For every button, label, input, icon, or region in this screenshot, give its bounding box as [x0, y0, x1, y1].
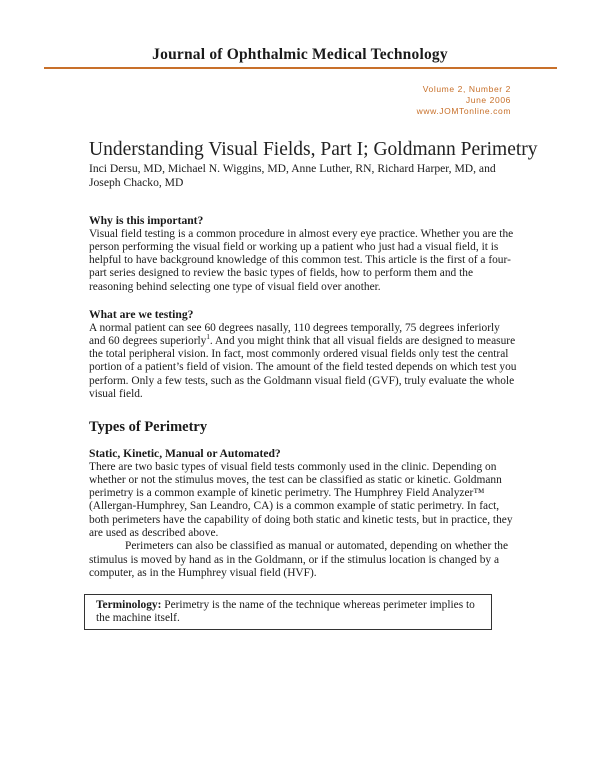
why-heading: Why is this important?	[89, 214, 204, 227]
issue-info	[417, 84, 511, 117]
types-para-1: There are two basic types of visual field tests commonly used in the clinic. Depending on whether or not the stimulus moves, the test can be classified as static or kinetic. Goldmann perimetry is a common example of kinetic perimetry. The Humphrey Field Analyzer™ (Allergan-Humphrey, San Leandro, CA) is a common example of static perimetry. In fact, both perimeters have the capability of doing both static and kinetic tests, but in practice, they are used as described above.	[89, 460, 513, 539]
section-what	[89, 308, 517, 401]
volume-number: Volume 2, Number 2	[422, 84, 511, 94]
article-title: Understanding Visual Fields, Part I; Goldmann Perimetry	[89, 139, 538, 160]
author-list	[89, 162, 519, 189]
what-body-part2: . And you might think that all visual fields are designed to measure the total peripheral vision. In fact, most commonly ordered visual fields only test the central portion of a patient’s field of vision. The amount of the field tested depends on which test you perform. Only a few tests, such as the Goldmann visual field (GVF), truly evaluate the whole visual field.	[89, 334, 517, 400]
types-para-2: Perimeters can also be classified as manual or automated, depending on whether the stimulus is moved by hand as in the Goldmann, or if the stimulus location is changed by a computer, as in the Humphrey visual field (HVF).	[89, 540, 509, 579]
journal-title: Journal of Ophthalmic Medical Technology	[152, 46, 448, 63]
section-why	[89, 214, 517, 294]
website-link[interactable]: www.JOMTonline.com	[416, 106, 511, 116]
terminology-box	[84, 594, 492, 630]
what-body	[89, 322, 517, 402]
authors-line-2: Joseph Chacko, MD	[89, 175, 184, 189]
terminology-label: Terminology:	[96, 599, 162, 611]
header-rule	[44, 67, 557, 69]
terminology-text: Perimetry is the name of the technique whereas perimeter implies to the machine itself.	[96, 599, 475, 625]
section-types	[89, 447, 517, 580]
what-body-part1: A normal patient can see 60 degrees nasally, 110 degrees temporally, 75 degrees inferiorly and 60 degrees superiorly	[89, 321, 500, 347]
what-heading: What are we testing?	[89, 308, 194, 321]
types-subheading: Static, Kinetic, Manual or Automated?	[89, 447, 281, 460]
why-body: Visual field testing is a common procedure in almost every eye practice. Whether you are the person performing the visual field or working up a patient who just had a visual field, it is helpful to have background knowledge of this common test. This article is the first of a four-part series designed to review the basic types of fields, how to perform them and the reasoning behind selecting one type of visual field over another.	[89, 227, 514, 293]
issue-date: June 2006	[465, 95, 511, 105]
footnote-ref[interactable]: 1	[206, 333, 210, 341]
authors-line-1: Inci Dersu, MD, Michael N. Wiggins, MD, Anne Luther, RN, Richard Harper, MD, and	[89, 162, 496, 175]
types-section-title: Types of Perimetry	[89, 419, 208, 435]
